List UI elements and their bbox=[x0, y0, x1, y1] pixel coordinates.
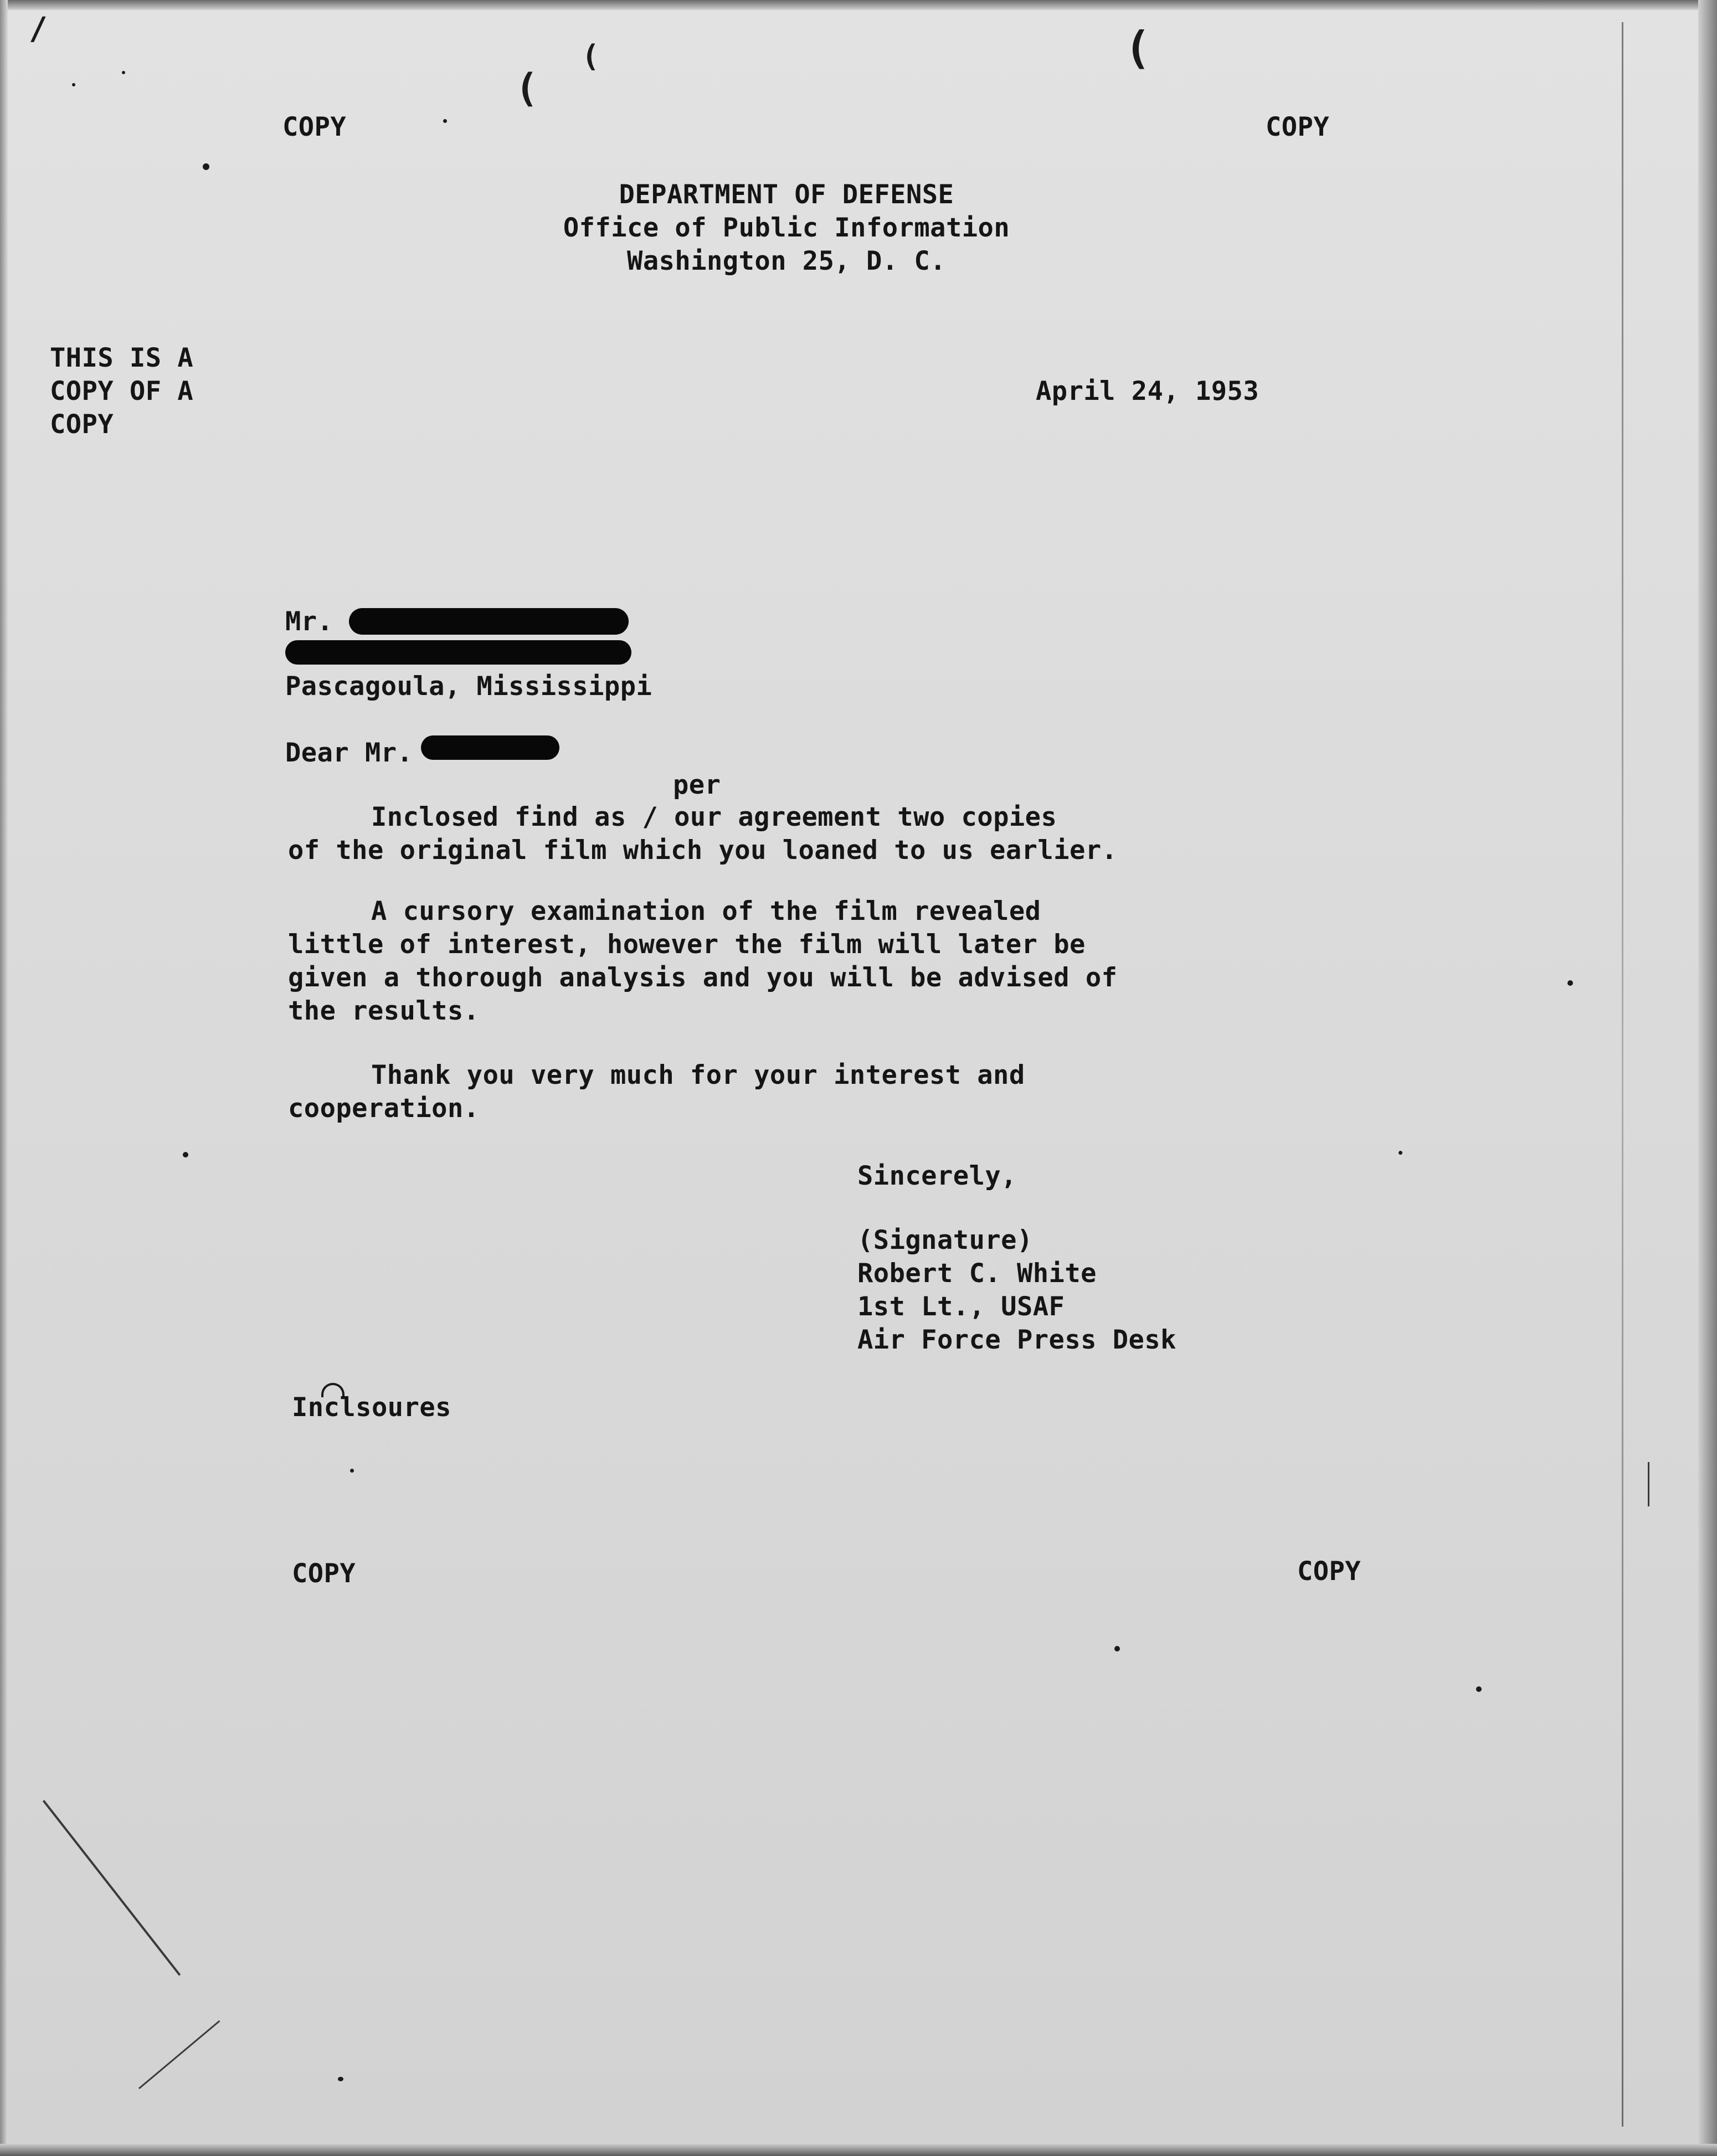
paragraph-2-line-3: given a thorough analysis and you will be advised of bbox=[288, 963, 1118, 993]
closing-rank: 1st Lt., USAF bbox=[857, 1291, 1065, 1322]
letter-date: April 24, 1953 bbox=[1036, 376, 1260, 406]
letterhead bbox=[498, 178, 1075, 278]
scan-speck bbox=[1476, 1686, 1482, 1692]
handwritten-insertion: per bbox=[673, 770, 721, 800]
redacted-greeting-name bbox=[421, 735, 559, 760]
scan-speck bbox=[72, 83, 75, 86]
paragraph-3-line-2: cooperation. bbox=[288, 1093, 480, 1124]
copy-mark-top-left: COPY bbox=[282, 112, 347, 142]
scan-scratch bbox=[43, 1800, 181, 1976]
letterhead-department: DEPARTMENT OF DEFENSE bbox=[619, 179, 954, 210]
copy-mark-bottom-right: COPY bbox=[1297, 1556, 1361, 1587]
letterhead-office: Office of Public Information bbox=[563, 213, 1010, 243]
scan-speck bbox=[338, 2077, 343, 2081]
paragraph-2-line-1: A cursory examination of the film revealed bbox=[371, 896, 1041, 927]
copy-mark-bottom-left: COPY bbox=[292, 1558, 356, 1589]
paragraph-1-line-2: of the original film which you loaned to us earlier. bbox=[288, 835, 1118, 866]
scan-scratch bbox=[1648, 1462, 1649, 1506]
scan-speck bbox=[183, 1152, 188, 1157]
paragraph-1-line-1-after: our agreement two copies bbox=[658, 802, 1057, 832]
scan-edge-left bbox=[0, 0, 8, 2156]
scan-speck bbox=[350, 1469, 354, 1473]
scan-artifact-paren-1: ( bbox=[515, 65, 539, 111]
paragraph-1-line-1-before: Inclosed find as bbox=[371, 802, 642, 832]
redacted-recipient-street bbox=[285, 640, 631, 665]
closing-name: Robert C. White bbox=[857, 1258, 1097, 1289]
closing-title: Air Force Press Desk bbox=[857, 1325, 1176, 1355]
closing-signature-note: (Signature) bbox=[857, 1225, 1033, 1255]
scan-scratch bbox=[138, 2020, 220, 2089]
recipient-salutation-prefix: Mr. bbox=[285, 606, 333, 637]
recipient-city-state: Pascagoula, Mississippi bbox=[285, 671, 652, 702]
scan-artifact-slash: / bbox=[29, 11, 48, 47]
enclosures-line: Inclsoures bbox=[292, 1392, 451, 1423]
scan-edge-bottom bbox=[0, 2144, 1717, 2156]
insertion-slash: / bbox=[642, 802, 659, 832]
paragraph-3-line-1: Thank you very much for your interest and bbox=[371, 1060, 1025, 1090]
greeting: Dear Mr. bbox=[285, 738, 413, 768]
scan-speck bbox=[1567, 980, 1573, 986]
copy-note-line1: THIS IS A bbox=[50, 343, 194, 373]
scan-speck bbox=[443, 119, 447, 123]
scan-speck bbox=[1399, 1151, 1402, 1155]
letterhead-address: Washington 25, D. C. bbox=[627, 246, 946, 276]
scan-speck bbox=[122, 71, 125, 74]
copy-note-line2: COPY OF A bbox=[50, 376, 194, 406]
scan-artifact-paren-2: ( bbox=[1124, 22, 1151, 74]
closing-valediction: Sincerely, bbox=[857, 1161, 1017, 1191]
scan-artifact-paren-3: ( bbox=[582, 39, 600, 74]
redacted-recipient-name bbox=[349, 608, 629, 635]
copy-mark-top-right: COPY bbox=[1266, 112, 1330, 142]
paragraph-2-line-2: little of interest, however the film will later be bbox=[288, 929, 1086, 960]
scan-edge-right bbox=[1698, 0, 1717, 2156]
scan-speck bbox=[203, 163, 209, 170]
copy-note-line3: COPY bbox=[50, 409, 114, 440]
scan-edge-top bbox=[0, 0, 1717, 10]
paragraph-1-line-1 bbox=[371, 801, 1057, 834]
scan-speck bbox=[1114, 1646, 1120, 1651]
page-fold-line bbox=[1622, 22, 1623, 2127]
paragraph-2-line-4: the results. bbox=[288, 996, 480, 1026]
